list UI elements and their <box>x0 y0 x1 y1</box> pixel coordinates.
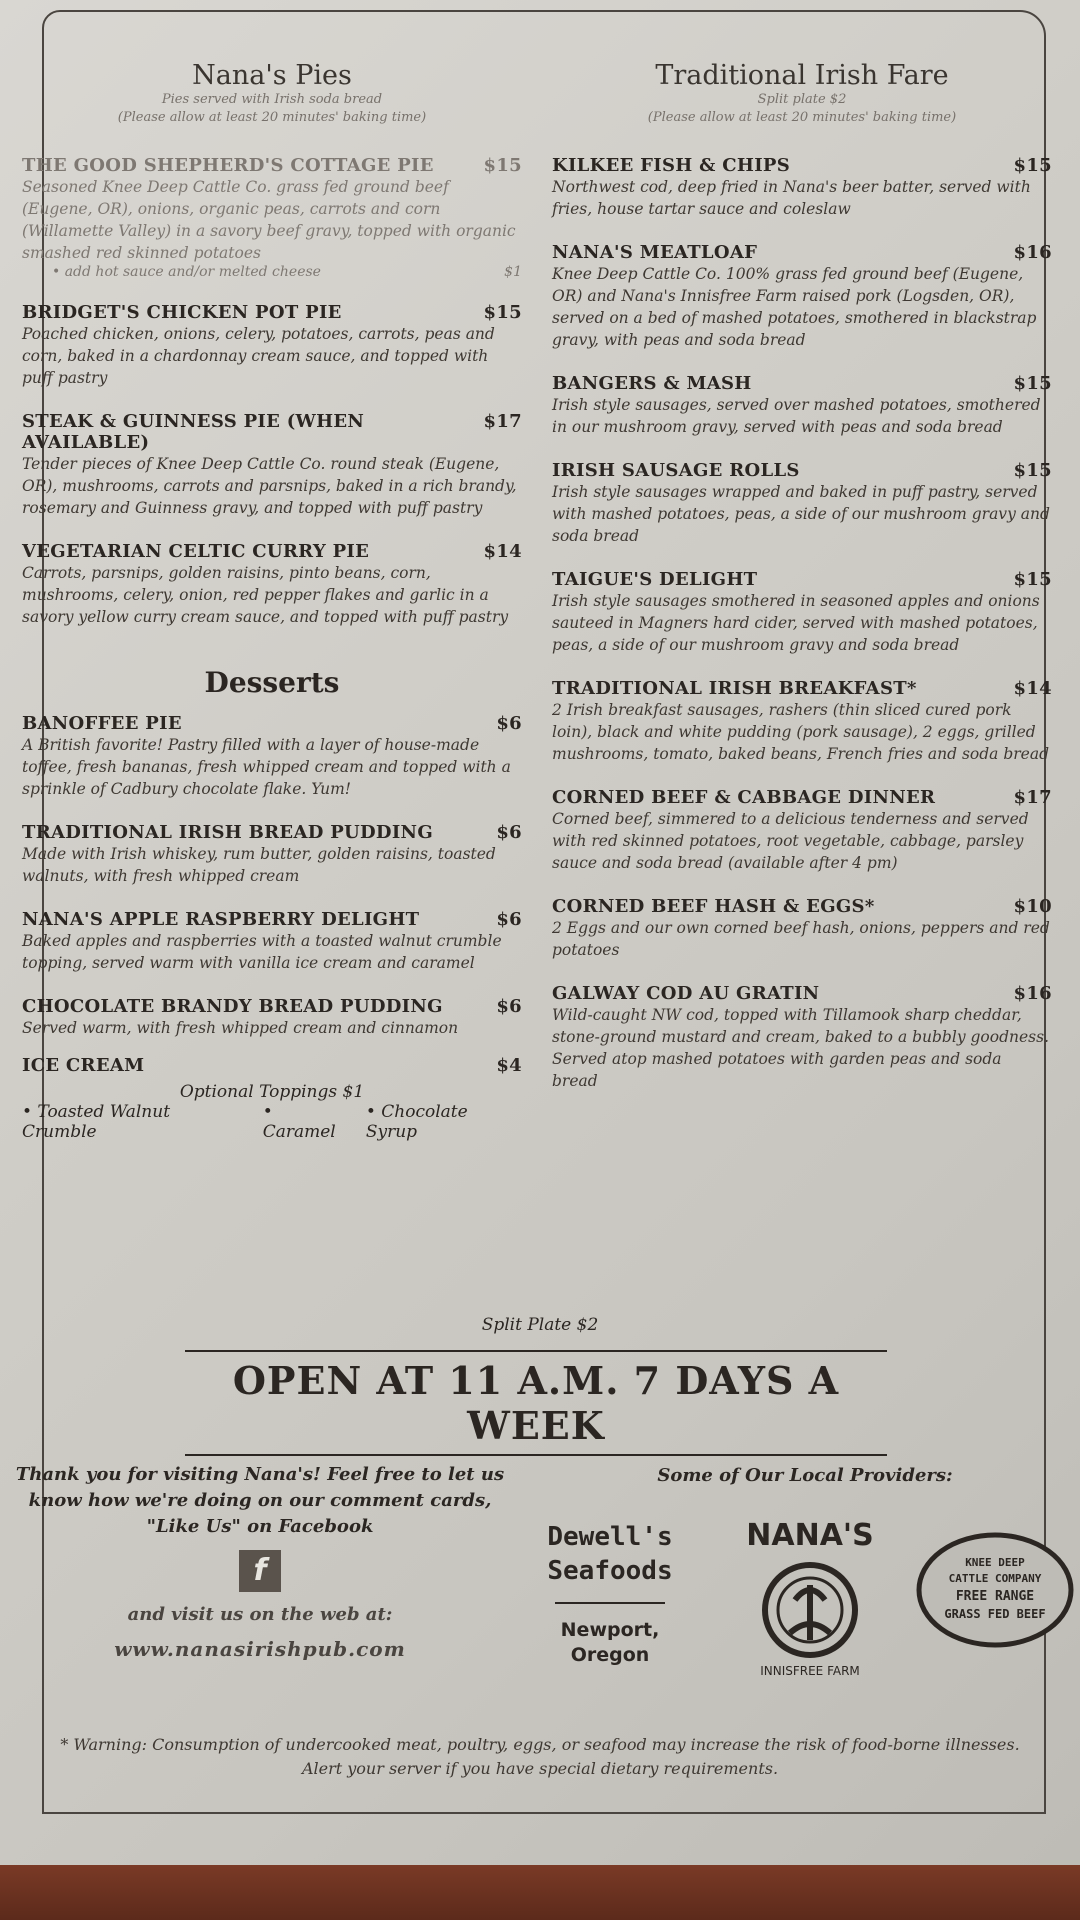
item-desc: Made with Irish whiskey, rum butter, golden raisins, toasted walnuts, with fresh whipped cream <box>22 845 496 885</box>
item-desc: Poached chicken, onions, celery, potatoes, carrots, peas and corn, baked in a chardonnay cream sauce, and topped with puff pastry <box>22 325 495 387</box>
nanas-logo-top-text: NANA'S <box>746 1518 874 1553</box>
item-price: $14 <box>1013 678 1052 699</box>
irish-fare-note-1: Split plate $2 <box>757 92 847 107</box>
menu-item <box>552 678 1052 765</box>
item-desc: A British favorite! Pastry filled with a layer of house-made toffee, fresh bananas, fresh whipped cream and topped with a sprinkle of Cadbury chocolate flake. Yum! <box>22 736 511 798</box>
item-price: $10 <box>1013 896 1052 917</box>
dewell-name-2: Seafoods <box>547 1556 673 1586</box>
item-desc: Corned beef, simmered to a delicious tenderness and served with red skinned potatoes, root vegetable, cabbage, parsley sauce and soda bread (available after 4 pm) <box>552 810 1029 872</box>
dessert-item <box>22 996 522 1039</box>
item-name: KILKEE FISH & CHIPS <box>552 155 791 176</box>
menu-item <box>552 460 1052 547</box>
item-name: BANOFFEE PIE <box>22 713 182 734</box>
nanas-innisfree-farm-logo <box>740 1515 880 1685</box>
knee-deep-line-1: KNEE DEEP <box>965 1556 1025 1569</box>
item-price: $6 <box>496 822 522 843</box>
irish-fare-note-2: (Please allow at least 20 minutes' baking time) <box>647 110 957 125</box>
website-url[interactable]: www.nanasirishpub.com <box>114 1637 406 1661</box>
item-price: $15 <box>1013 569 1052 590</box>
menu-cover-edge <box>0 1865 1080 1920</box>
pies-title: Nana's Pies <box>192 60 352 91</box>
item-name: STEAK & GUINNESS PIE (WHEN AVAILABLE) <box>22 411 365 453</box>
item-desc: Tender pieces of Knee Deep Cattle Co. round steak (Eugene, OR), mushrooms, carrots and parsnips, baked in a rich brandy, rosemary and Guinness gravy, and topped with puff pastry <box>22 455 517 517</box>
topping: • Toasted Walnut Crumble <box>22 1102 171 1142</box>
right-column <box>552 60 1052 1092</box>
dessert-item <box>22 822 522 887</box>
menu-item <box>22 411 522 519</box>
item-name: NANA'S APPLE RASPBERRY DELIGHT <box>22 909 420 930</box>
dewell-city-2: Oregon <box>570 1644 650 1666</box>
item-name: TRADITIONAL IRISH BREAD PUDDING <box>22 822 433 843</box>
item-desc: 2 Irish breakfast sausages, rashers (thin sliced cured pork loin), black and white pudding (pork sausage), 2 eggs, grilled mushrooms, tomato, baked beans, French fries and soda bread <box>552 701 1049 763</box>
item-price: $15 <box>1013 460 1052 481</box>
item-desc: 2 Eggs and our own corned beef hash, onions, peppers and red potatoes <box>552 919 1050 959</box>
item-name: CORNED BEEF HASH & EGGS* <box>552 896 875 917</box>
menu-item <box>552 569 1052 656</box>
item-name: ICE CREAM <box>22 1055 145 1076</box>
menu-item <box>552 787 1052 874</box>
toppings-list <box>22 1102 522 1142</box>
dewell-divider <box>555 1602 665 1604</box>
toppings-title: Optional Toppings $1 <box>179 1082 365 1102</box>
pies-note-1: Pies served with Irish soda bread <box>161 92 383 107</box>
item-price: $4 <box>496 1055 522 1076</box>
providers-title: Some of Our Local Providers: <box>657 1465 953 1486</box>
item-name: BANGERS & MASH <box>552 373 752 394</box>
irish-fare-title: Traditional Irish Fare <box>655 60 949 91</box>
item-price: $6 <box>496 713 522 734</box>
food-warning <box>40 1733 1040 1781</box>
dewell-seafoods-logo <box>545 1520 675 1668</box>
knee-deep-line-3: FREE RANGE <box>955 1589 1035 1604</box>
item-desc: Knee Deep Cattle Co. 100% grass fed ground beef (Eugene, OR) and Nana's Innisfree Farm raised pork (Logsden, OR), served on a bed of mashed potatoes, smothered in blackstrap gravy, with peas and soda bread <box>552 265 1037 349</box>
left-column <box>22 60 522 1142</box>
item-price: $16 <box>1013 983 1052 1004</box>
menu-item <box>552 983 1052 1092</box>
menu-item <box>552 242 1052 351</box>
item-desc: Baked apples and raspberries with a toasted walnut crumble topping, served warm with vanilla ice cream and caramel <box>22 932 502 972</box>
topping: • Chocolate Syrup <box>365 1102 468 1142</box>
item-name: TRADITIONAL IRISH BREAKFAST* <box>552 678 917 699</box>
item-price: $6 <box>496 996 522 1017</box>
dessert-item <box>22 1055 522 1076</box>
item-desc: Irish style sausages wrapped and baked in puff pastry, served with mashed potatoes, peas, a side of our mushroom gravy and soda bread <box>552 483 1050 545</box>
thank-you-text: Thank you for visiting Nana's! Feel free to let us know how we're doing on our comment cards, "Like Us" on Facebook <box>15 1464 505 1537</box>
item-desc: Irish style sausages smothered in seasoned apples and onions sauteed in Magners hard cider, served with mashed potatoes, peas, a side of our mushroom gravy and soda bread <box>552 592 1040 654</box>
item-desc: Northwest cod, deep fried in Nana's beer batter, served with fries, house tartar sauce and coleslaw <box>552 178 1031 218</box>
item-price: $15 <box>483 155 522 176</box>
item-price: $15 <box>1013 155 1052 176</box>
dewell-city-1: Newport, <box>560 1619 660 1641</box>
addon-price: $1 <box>504 264 522 280</box>
desserts-title: Desserts <box>204 666 340 699</box>
warning-line-2: Alert your server if you have special dietary requirements. <box>301 1759 779 1778</box>
dessert-item <box>22 909 522 974</box>
knee-deep-line-2: CATTLE COMPANY <box>948 1572 1042 1585</box>
menu-item <box>22 155 522 280</box>
dessert-item <box>22 713 522 800</box>
item-price: $15 <box>483 302 522 323</box>
item-name: BRIDGET'S CHICKEN POT PIE <box>22 302 342 323</box>
menu-item <box>552 155 1052 220</box>
thank-you-block <box>15 1462 505 1662</box>
item-name: TAIGUE'S DELIGHT <box>552 569 758 590</box>
item-price: $17 <box>1013 787 1052 808</box>
facebook-icon[interactable]: f <box>239 1550 281 1592</box>
item-name: IRISH SAUSAGE ROLLS <box>552 460 800 481</box>
item-price: $17 <box>483 411 522 432</box>
topping: • Caramel <box>262 1102 336 1142</box>
visit-web-text: and visit us on the web at: <box>127 1604 393 1625</box>
menu-item <box>22 302 522 389</box>
menu-item <box>552 373 1052 438</box>
nanas-logo-bottom-text: INNISFREE FARM <box>760 1664 860 1678</box>
item-name: NANA'S MEATLOAF <box>552 242 758 263</box>
item-name: CORNED BEEF & CABBAGE DINNER <box>552 787 936 808</box>
item-desc: Seasoned Knee Deep Cattle Co. grass fed ground beef (Eugene, OR), onions, organic peas, carrots and corn (Willamette Valley) in a savory beef gravy, topped with organic smashed red skinned potatoes <box>22 178 516 262</box>
knee-deep-cattle-logo <box>915 1530 1075 1650</box>
item-desc: Served warm, with fresh whipped cream and cinnamon <box>22 1019 459 1037</box>
split-plate-note: Split Plate $2 <box>481 1315 599 1335</box>
item-name: GALWAY COD AU GRATIN <box>552 983 820 1004</box>
item-price: $6 <box>496 909 522 930</box>
warning-line-1: * Warning: Consumption of undercooked meat, poultry, eggs, or seafood may increase the risk of food-borne illnesses. <box>60 1735 1020 1754</box>
addon-text: • add hot sauce and/or melted cheese <box>52 264 321 280</box>
menu-item <box>552 896 1052 961</box>
item-name: VEGETARIAN CELTIC CURRY PIE <box>22 541 370 562</box>
knee-deep-line-4: GRASS FED BEEF <box>944 1607 1046 1621</box>
item-name: THE GOOD SHEPHERD'S COTTAGE PIE <box>22 155 434 176</box>
dewell-name-1: Dewell's <box>547 1522 673 1552</box>
pies-note-2: (Please allow at least 20 minutes' baking time) <box>117 110 427 125</box>
item-price: $15 <box>1013 373 1052 394</box>
menu-item <box>22 541 522 628</box>
item-name: CHOCOLATE BRANDY BREAD PUDDING <box>22 996 443 1017</box>
item-price: $14 <box>483 541 522 562</box>
tree-icon <box>790 1585 830 1640</box>
item-price: $16 <box>1013 242 1052 263</box>
item-desc: Wild-caught NW cod, topped with Tillamook sharp cheddar, stone-ground mustard and cream, baked to a bubbly goodness. Served atop mashed potatoes with garden peas and soda bread <box>552 1006 1049 1090</box>
item-desc: Irish style sausages, served over mashed potatoes, smothered in our mushroom gravy, served with peas and soda bread <box>552 396 1041 436</box>
open-hours-banner: OPEN AT 11 A.M. 7 DAYS A WEEK <box>185 1350 887 1456</box>
item-desc: Carrots, parsnips, golden raisins, pinto beans, corn, mushrooms, celery, onion, red pepper flakes and garlic in a savory yellow curry cream sauce, and topped with puff pastry <box>22 564 509 626</box>
